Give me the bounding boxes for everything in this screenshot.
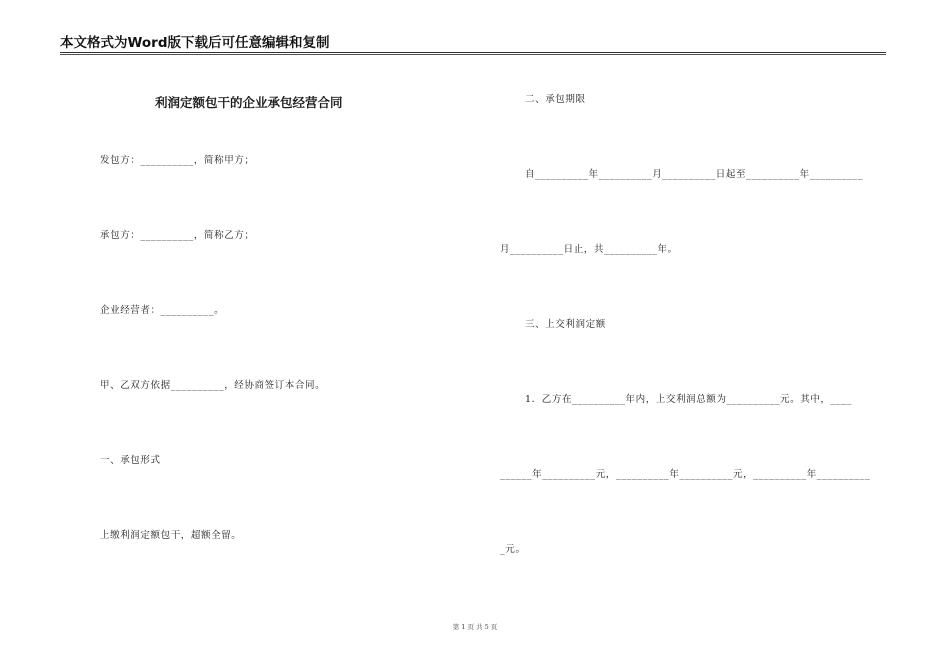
header-rule bbox=[60, 52, 886, 53]
profit-breakdown-line: ______年__________元，__________年__________元，__________年__________ bbox=[500, 469, 871, 480]
profit-total-line: 1．乙方在__________年内，上交利润总额为__________元。其中，____ bbox=[525, 394, 852, 405]
page-number: 第 1 页 共 5 页 bbox=[452, 623, 498, 631]
agreement-basis-line: 甲、乙双方依据__________，经协商签订本合同。 bbox=[100, 380, 326, 391]
term-end-line: 月__________日止，共__________年。 bbox=[500, 244, 678, 255]
section-heading-profit: 三、上交利润定额 bbox=[525, 319, 606, 330]
section-heading-form: 一、承包形式 bbox=[100, 455, 161, 466]
contract-title: 利润定额包干的企业承包经营合同 bbox=[155, 95, 343, 110]
party-a-line: 发包方：__________，简称甲方； bbox=[100, 155, 255, 166]
profit-breakdown-end: _元。 bbox=[500, 544, 526, 555]
document-header-title: 本文格式为Word版下载后可任意编辑和复制 bbox=[60, 35, 330, 51]
term-start-line: 自__________年__________月__________日起至__________年__________ bbox=[525, 169, 864, 180]
party-b-line: 承包方：__________，简称乙方； bbox=[100, 230, 255, 241]
header-rule-secondary bbox=[60, 54, 886, 55]
section-heading-term: 二、承包期限 bbox=[525, 94, 586, 105]
form-description-line: 上缴利润定额包干，超额全留。 bbox=[100, 530, 242, 541]
manager-line: 企业经营者：__________。 bbox=[100, 305, 225, 316]
